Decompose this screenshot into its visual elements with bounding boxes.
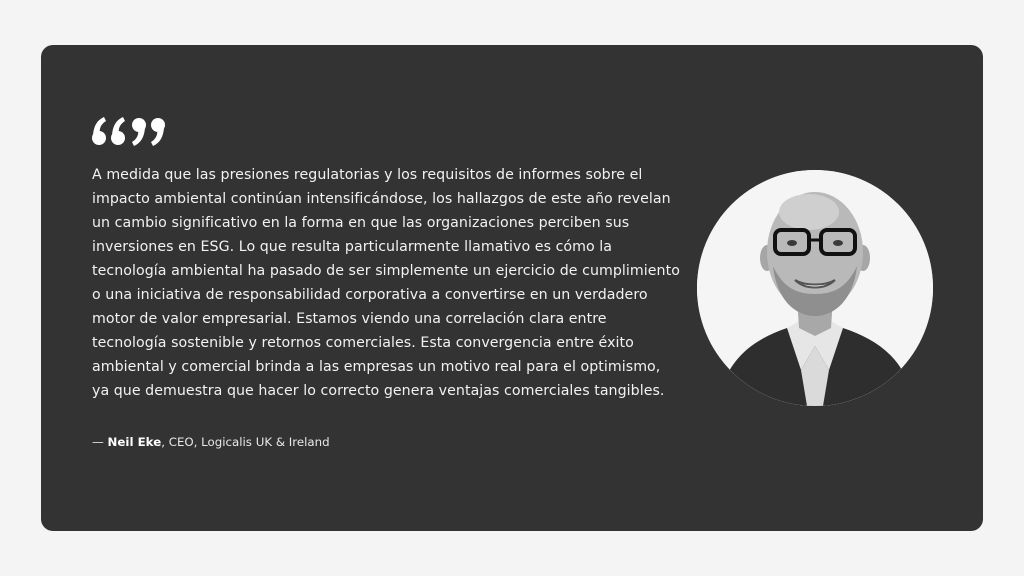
attribution-dash: — <box>92 435 108 449</box>
author-role: , CEO, Logicalis UK & Ireland <box>161 435 330 449</box>
testimonial-card <box>41 45 983 531</box>
portrait-photo <box>697 170 933 406</box>
quote-mark-icon <box>90 113 170 153</box>
quote-attribution <box>92 433 592 451</box>
quote-text: A medida que las presiones regulatorias y los requisitos de informes sobre el impacto ambiental continúan intensificándose, los hallazgos de este año revelan un cambio significativo en la forma en que las organizaciones perciben sus inversiones en ESG. Lo que resulta particularmente llamativo es cómo la tecnología ambiental ha pasado de ser simplemente un ejercicio de cumplimiento o una iniciativa de responsabilidad corporativa a convertirse en un verdadero motor de valor empresarial. Estamos viendo una correlación clara entre tecnología sostenible y retornos comerciales. Esta convergencia entre éxito ambiental y comercial brinda a las empresas un motivo real para el optimismo, ya que demuestra que hacer lo correcto genera ventajas comerciales tangibles. <box>92 167 680 399</box>
author-name: Neil Eke <box>107 435 162 449</box>
